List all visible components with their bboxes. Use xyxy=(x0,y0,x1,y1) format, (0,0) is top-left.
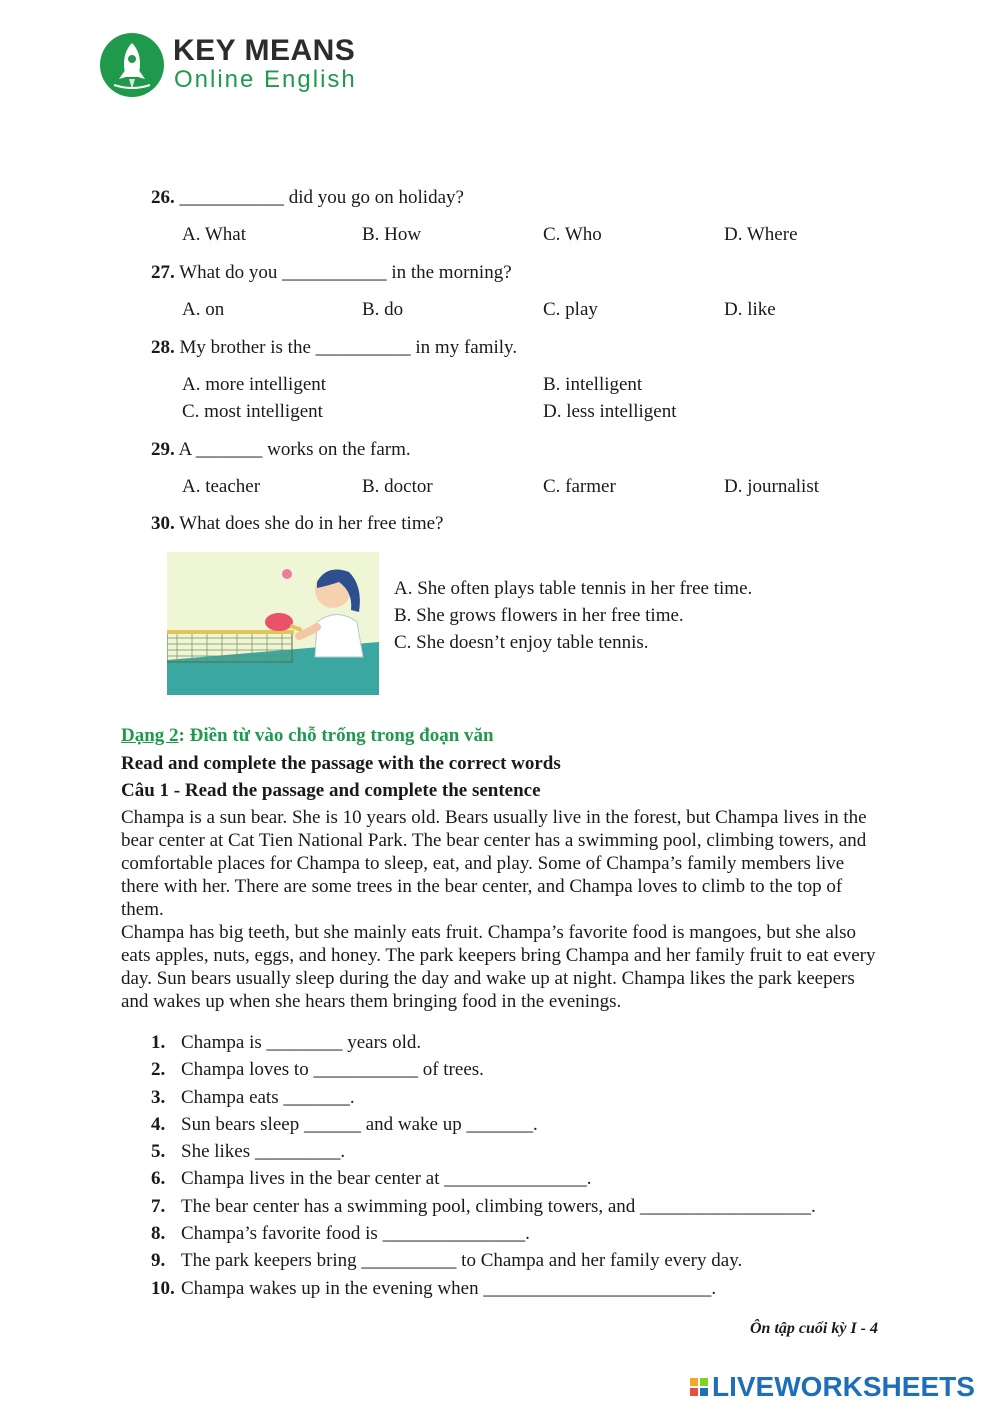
option-d: D. Where xyxy=(724,224,798,245)
list-item: 7. The bear center has a swimming pool, climbing towers, and __________________. xyxy=(151,1195,816,1217)
question-30 xyxy=(151,512,443,536)
option-b: B. intelligent xyxy=(543,374,643,395)
question-26 xyxy=(151,186,464,210)
option-a: A. on xyxy=(182,299,225,320)
question-number: 29. xyxy=(151,439,175,460)
option-c: C. farmer xyxy=(543,476,616,497)
page-footer: Ôn tập cuối kỳ I - 4 xyxy=(750,1320,878,1337)
option-a: A. She often plays table tennis in her free time. xyxy=(394,578,753,599)
list-item-text: Champa’s favorite food is _______________. xyxy=(181,1223,530,1245)
question-text: A _______ works on the farm. xyxy=(178,439,411,460)
option-c: C. play xyxy=(543,299,598,320)
option-b: B. She grows flowers in her free time. xyxy=(394,605,684,626)
list-item-text: She likes _________. xyxy=(181,1141,346,1163)
question-number: 26. xyxy=(151,187,175,208)
completion-list xyxy=(151,1029,816,1302)
list-item-text: Sun bears sleep ______ and wake up _______. xyxy=(181,1113,538,1135)
list-item: 9. The park keepers bring __________ to Champa and her family every day. xyxy=(151,1250,743,1272)
option-c: C. Who xyxy=(543,224,602,245)
list-item: 8. Champa’s favorite food is _______________. xyxy=(151,1223,530,1245)
brand-logo-rocket-icon xyxy=(100,33,164,97)
option-a: A. What xyxy=(182,224,247,245)
passage-paragraph: Champa is a sun bear. She is 10 years old. Bears usually live in the forest, but Champa lives in the bear center at Cat Tien National Park. The bear center has a swimming pool, climbing towers, and comfortable places for Champa to sleep, eat, and play. Some of Champa’s family members live there with her. There are some trees in the bear center, and Champa loves to climb to the top of them. xyxy=(121,807,867,920)
table-tennis-girl-illustration xyxy=(167,552,379,695)
option-a: A. more intelligent xyxy=(182,374,327,395)
liveworksheets-logo xyxy=(690,1373,975,1401)
passage-paragraph: Champa has big teeth, but she mainly eats fruit. Champa’s favorite food is mangoes, but she also eats apples, nuts, eggs, and honey. The park keepers bring Champa and her family fruit to eat every day. Sun bears usually sleep during the day and wake up at night. Champa likes the park keepers and wakes up when she hears them bringing food in the evenings. xyxy=(121,922,876,1012)
question-29 xyxy=(151,438,411,462)
list-item: 1. Champa is ________ years old. xyxy=(151,1032,422,1053)
question-27 xyxy=(151,261,512,285)
list-item: 6. Champa lives in the bear center at _______________. xyxy=(151,1168,592,1190)
option-a: A. teacher xyxy=(182,476,261,497)
option-d: D. like xyxy=(724,299,776,320)
question-number: 28. xyxy=(151,337,175,358)
list-item: 4. Sun bears sleep ______ and wake up _______. xyxy=(151,1113,538,1135)
option-d: D. less intelligent xyxy=(543,401,677,422)
question-number: 27. xyxy=(151,262,175,283)
section-instruction: Read and complete the passage with the correct words xyxy=(121,753,561,774)
liveworksheets-grid-icon xyxy=(690,1378,708,1396)
list-item-text: The bear center has a swimming pool, climbing towers, and __________________. xyxy=(181,1195,816,1217)
list-item: 10. Champa wakes up in the evening when ________________________. xyxy=(151,1277,717,1299)
list-item-text: Champa lives in the bear center at _______________. xyxy=(181,1168,592,1190)
option-c: C. She doesn’t enjoy table tennis. xyxy=(394,632,649,653)
option-c: C. most intelligent xyxy=(182,401,323,422)
list-item-text: Champa loves to ___________ of trees. xyxy=(181,1059,484,1081)
list-item-text: Champa wakes up in the evening when ________________________. xyxy=(181,1277,717,1299)
question-28 xyxy=(151,336,517,360)
option-b: B. doctor xyxy=(362,476,433,497)
list-item-text: Champa is ________ years old. xyxy=(181,1032,422,1053)
section-subtitle: Câu 1 - Read the passage and complete the sentence xyxy=(121,780,541,801)
section-title xyxy=(121,724,494,748)
question-text: What does she do in her free time? xyxy=(179,513,444,534)
brand-subtitle: Online English xyxy=(174,66,357,93)
section-title-rest: : Điền từ vào chỗ trống trong đoạn văn xyxy=(178,725,494,746)
question-number: 30. xyxy=(151,513,175,534)
list-item-text: Champa eats _______. xyxy=(181,1086,355,1108)
option-b: B. How xyxy=(362,224,422,245)
list-item: 2. Champa loves to ___________ of trees. xyxy=(151,1059,484,1081)
list-item: 5. She likes _________. xyxy=(151,1141,346,1163)
question-text: What do you ___________ in the morning? xyxy=(179,262,512,283)
section-title-label: Dạng 2 xyxy=(121,725,179,746)
liveworksheets-wordmark: LIVEWORKSHEETS xyxy=(712,1371,975,1402)
option-b: B. do xyxy=(362,299,404,320)
reading-passage xyxy=(121,806,881,1013)
brand-title: KEY MEANS xyxy=(173,34,356,67)
list-item: 3. Champa eats _______. xyxy=(151,1086,355,1108)
question-text: My brother is the __________ in my family. xyxy=(179,337,518,358)
question-text: ___________ did you go on holiday? xyxy=(179,187,464,208)
option-d: D. journalist xyxy=(724,476,819,497)
list-item-text: The park keepers bring __________ to Champa and her family every day. xyxy=(181,1250,743,1272)
